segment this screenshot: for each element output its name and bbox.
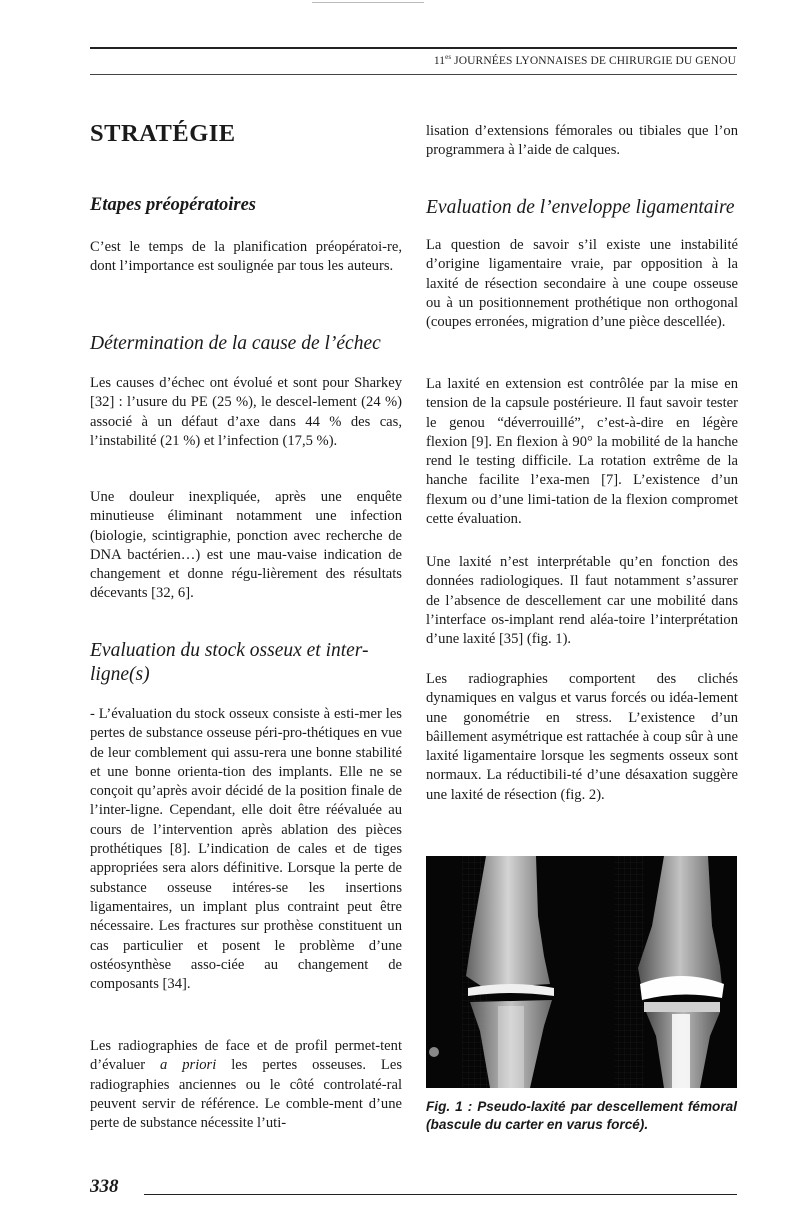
paragraph-stock: - L’évaluation du stock osseux consiste à esti-mer les pertes de substance osseuse péri-pro-thétiques en vue de leur comblement qui assu-rera une bonne stabilité et une bonne orienta-tion des implants. Elle ne se conçoit qu’après avoir décidé de la position finale de l’inter-ligne. Cependant, elle doit être réévaluée au cours de l’intervention après ablation des pièces prothétiques [8]. L’indication de cales et de tiges appropriées sera alors définitive. Lorsque la perte de substance osseuse intéres-se les insertions ligamentaires, un implant plus contraint peut être nécessaire. Les fractures sur prothèse constituent un cas particulier et posent le problème d’une ostéosynthèse asso-ciée au changement de composants [34]. bbox=[90, 706, 402, 993]
footer-rule bbox=[144, 1194, 737, 1195]
paragraph-continuation: lisation d’extensions fémorales ou tibiales que l’on programmera à l’aide de calques. bbox=[426, 123, 738, 159]
heading-enveloppe: Evaluation de l’enveloppe ligamentaire bbox=[426, 197, 735, 218]
paragraph-etapes: C’est le temps de la planification préopératoi-re, dont l’importance est soulignée par tous les auteurs. bbox=[90, 239, 402, 275]
section-title: STRATÉGIE bbox=[90, 120, 236, 147]
heading-stock: Evaluation du stock osseux et inter-ligne(s) bbox=[90, 640, 369, 685]
xray-illustration bbox=[426, 856, 737, 1088]
paragraph-question: La question de savoir s’il existe une instabilité d’origine ligamentaire vraie, par opposition à la laxité de résection secondaire à une coupe osseuse ou à un positionnement prothétique non orthogonal (coupes erronées, migration d’une pièce descellée). bbox=[426, 237, 738, 331]
page-number: 338 bbox=[90, 1176, 119, 1197]
figure-caption: Fig. 1 : Pseudo-laxité par descellement fémoral (bascule du carter en varus forcé). bbox=[426, 1099, 737, 1132]
header-rule bbox=[90, 47, 737, 49]
paragraph-interpretable: Une laxité n’est interprétable qu’en fonction des données radiologiques. Il faut notamment s’assurer de l’absence de descellement car une mobilité dans l’interface os-implant rend aléa-toire l’interprétation d’une laxité [35] (fig. 1). bbox=[426, 554, 738, 648]
paragraph-douleur: Une douleur inexpliquée, après une enquête minutieuse éliminant notamment une infection (biologie, scintigraphie, ponction avec recherche de DNA bactérien…) est une mau-vaise indication de changement et donne régu-lièrement des résultats décevants [32, 6]. bbox=[90, 489, 402, 602]
paragraph-radiographies-face: Les radiographies de face et de profil permet-tent d’évaluer a priori les pertes osseuses. Les radiographies anciennes ou le côté controlaté-ral peuvent servir de référence. Le comble-ment d’une perte de substance nécessite l’uti- bbox=[90, 1038, 402, 1132]
scan-edge-line bbox=[312, 2, 424, 3]
header-rule-thin bbox=[90, 74, 737, 75]
heading-determination: Détermination de la cause de l’échec bbox=[90, 333, 381, 354]
paragraph-causes: Les causes d’échec ont évolué et sont pour Sharkey [32] : l’usure du PE (25 %), le descel-lement (24 %) associé à un défaut d’axe dans 44 % des cas, l’instabilité (21 %) et l’infection (17,5 %). bbox=[90, 375, 402, 449]
running-head: $11^{es}$ JOURNÉES LYONNAISES DE CHIRURGIE DU GENOU bbox=[433, 53, 736, 67]
xray-figure bbox=[426, 856, 737, 1088]
heading-etapes: Etapes préopératoires bbox=[90, 195, 256, 215]
paragraph-radiographies-dynamiques: Les radiographies comportent des clichés dynamiques en valgus et varus forcés ou idéa-lement une gonométrie en stress. L’existence d’un bâillement asymétrique est rattachée à coup sûr à une laxité ligamentaire lorsque les segments osseux sont normaux. La réductibili-té d’une désaxation suggère une laxité de résection (fig. 2). bbox=[426, 671, 738, 803]
paragraph-laxite-extension: La laxité en extension est contrôlée par la mise en tension de la capsule postérieure. Il faut savoir tester le genou “déverrouillé”, c’est-à-dire en légère flexion [9]. En flexion à 90° la mobilité de la hanche rend le testing difficile. La rotation extrême de la hanche facilite l’exa-men [7]. L’existence d’un flexum ou d’une limi-tation de la flexion compromet cette évaluation. bbox=[426, 376, 738, 528]
